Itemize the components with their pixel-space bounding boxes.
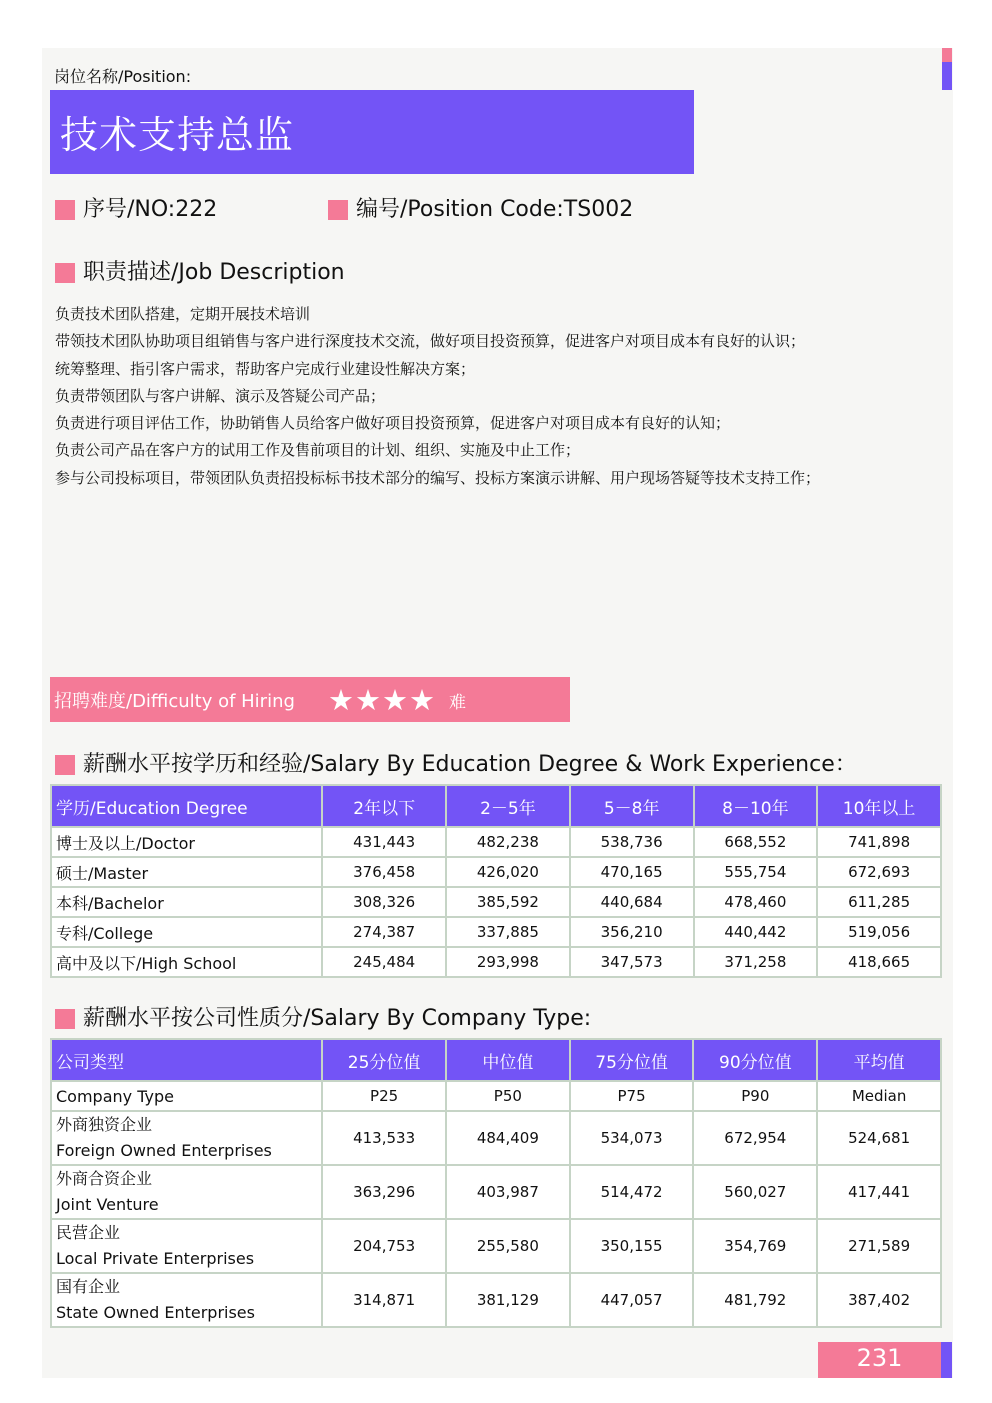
table-cell: 481,792	[693, 1273, 817, 1327]
table-cell: 413,533	[322, 1111, 446, 1165]
page-number: 231	[856, 1344, 903, 1372]
table-row	[51, 1111, 941, 1165]
job-description-list	[55, 301, 820, 492]
table-cell: 硕士/Master	[51, 857, 322, 887]
table-cell: P25	[322, 1081, 446, 1111]
table-header-cell: 5－8年	[570, 785, 694, 827]
table-cell: 274,387	[322, 917, 446, 947]
table-cell: 672,693	[817, 857, 941, 887]
table-cell: 293,998	[446, 947, 570, 977]
job-description-line: 负责技术团队搭建，定期开展技术培训	[55, 305, 311, 323]
table-cell: 308,326	[322, 887, 446, 917]
table-row	[51, 1273, 941, 1327]
table-row	[51, 1219, 941, 1273]
table-cell: Company Type	[51, 1081, 322, 1111]
pink-square-icon	[328, 200, 348, 220]
education-salary-heading-text: 薪酬水平按学历和经验/Salary By Education Degree & Work Experience：	[83, 752, 857, 777]
table-header-cell: 中位值	[446, 1039, 570, 1081]
table-header-cell: 平均值	[817, 1039, 941, 1081]
company-type-en: Joint Venture	[56, 1195, 159, 1214]
page-title: 技术支持总监	[60, 113, 295, 157]
job-description-line: 负责带领团队与客户讲解、演示及答疑公司产品；	[55, 386, 386, 405]
table-header-cell: 学历/Education Degree	[51, 785, 322, 827]
table-cell: 271,589	[817, 1219, 941, 1273]
difficulty-text: 难	[449, 693, 466, 713]
table-cell: 255,580	[446, 1219, 570, 1273]
company-salary-heading	[55, 1001, 591, 1032]
table-cell: 371,258	[694, 947, 818, 977]
serial-number	[55, 192, 217, 223]
table-cell: 482,238	[446, 827, 570, 857]
job-description-line: 统筹整理、指引客户需求，帮助客户完成行业建设性解决方案；	[55, 359, 476, 378]
table-cell: 418,665	[817, 947, 941, 977]
table-cell: 478,460	[694, 887, 818, 917]
table-cell: 363,296	[322, 1165, 446, 1219]
table-cell: 560,027	[693, 1165, 817, 1219]
table-cell	[51, 1165, 322, 1219]
table-cell: 534,073	[570, 1111, 694, 1165]
job-description-heading-text: 职责描述/Job Description	[83, 260, 345, 285]
table-row	[51, 1165, 941, 1219]
table-cell: 本科/Bachelor	[51, 887, 322, 917]
table-cell: 381,129	[446, 1273, 570, 1327]
table-cell: 403,987	[446, 1165, 570, 1219]
difficulty-label: 招聘难度/Difficulty of Hiring	[54, 691, 295, 712]
table-header-row	[51, 785, 941, 827]
pink-square-icon	[55, 1009, 75, 1029]
table-cell: 337,885	[446, 917, 570, 947]
table-header-cell: 公司类型	[51, 1039, 322, 1081]
table-cell: 356,210	[570, 917, 694, 947]
table-row	[51, 947, 941, 977]
table-cell: 431,443	[322, 827, 446, 857]
table-cell: 高中及以下/High School	[51, 947, 322, 977]
table-header-cell: 90分位值	[693, 1039, 817, 1081]
table-cell: 426,020	[446, 857, 570, 887]
page-number-accent	[941, 1342, 952, 1378]
table-row	[51, 827, 941, 857]
table-row	[51, 857, 941, 887]
table-cell	[51, 1273, 322, 1327]
table-header-cell: 10年以上	[817, 785, 941, 827]
pink-square-icon	[55, 263, 75, 283]
table-cell: 204,753	[322, 1219, 446, 1273]
table-header-cell: 8－10年	[694, 785, 818, 827]
education-salary-heading	[55, 747, 857, 778]
job-description-heading	[55, 255, 345, 286]
table-cell: 555,754	[694, 857, 818, 887]
table-cell: 741,898	[817, 827, 941, 857]
table-cell: 611,285	[817, 887, 941, 917]
table-cell: 484,409	[446, 1111, 570, 1165]
table-header-cell: 2－5年	[446, 785, 570, 827]
company-type-en: State Owned Enterprises	[56, 1303, 255, 1322]
job-description-line: 负责公司产品在客户方的试用工作及售前项目的计划、组织、实施及中止工作；	[55, 441, 581, 460]
corner-purple-accent	[942, 62, 952, 90]
job-description-line: 参与公司投标项目，带领团队负责招投标标书技术部分的编写、投标方案演示讲解、用户现场答疑等技术支持工作；	[55, 468, 821, 487]
company-salary-table	[50, 1038, 942, 1328]
table-cell: Median	[817, 1081, 941, 1111]
table-cell: 314,871	[322, 1273, 446, 1327]
table-cell: 347,573	[570, 947, 694, 977]
table-cell: 668,552	[694, 827, 818, 857]
pink-square-icon	[55, 755, 75, 775]
table-cell: 519,056	[817, 917, 941, 947]
table-row	[51, 887, 941, 917]
table-cell: 385,592	[446, 887, 570, 917]
company-type-cn: 国有企业	[56, 1277, 121, 1296]
table-header-cell: 75分位值	[570, 1039, 694, 1081]
position-code	[328, 192, 633, 223]
company-type-en: Local Private Enterprises	[56, 1249, 255, 1268]
position-code-text: 编号/Position Code:TS002	[356, 197, 634, 222]
table-cell: 354,769	[693, 1219, 817, 1273]
table-cell	[51, 1219, 322, 1273]
star-rating-icon: ★★★★	[328, 683, 436, 717]
table-cell: 672,954	[693, 1111, 817, 1165]
table-cell: P75	[570, 1081, 694, 1111]
position-label: 岗位名称/Position:	[54, 67, 192, 86]
table-header-cell: 25分位值	[322, 1039, 446, 1081]
table-cell: 387,402	[817, 1273, 941, 1327]
company-type-cn: 外商合资企业	[56, 1169, 153, 1188]
corner-pink-accent	[942, 48, 952, 62]
table-subheader-row	[51, 1081, 941, 1111]
table-cell: 专科/College	[51, 917, 322, 947]
company-type-cn: 民营企业	[56, 1223, 121, 1242]
table-cell: 538,736	[570, 827, 694, 857]
table-cell	[51, 1111, 322, 1165]
table-cell: P50	[446, 1081, 570, 1111]
company-type-cn: 外商独资企业	[56, 1115, 153, 1134]
table-cell: 博士及以上/Doctor	[51, 827, 322, 857]
table-cell: 376,458	[322, 857, 446, 887]
company-type-en: Foreign Owned Enterprises	[56, 1141, 272, 1160]
table-cell: 470,165	[570, 857, 694, 887]
table-cell: 524,681	[817, 1111, 941, 1165]
table-row	[51, 917, 941, 947]
table-cell: 417,441	[817, 1165, 941, 1219]
table-header-cell: 2年以下	[322, 785, 446, 827]
table-header-row	[51, 1039, 941, 1081]
table-cell: 514,472	[570, 1165, 694, 1219]
table-cell: 245,484	[322, 947, 446, 977]
table-cell: 440,442	[694, 917, 818, 947]
job-description-line: 负责进行项目评估工作，协助销售人员给客户做好项目投资预算，促进客户对项目成本有良好的认知；	[55, 414, 731, 433]
table-cell: P90	[693, 1081, 817, 1111]
job-description-line: 带领技术团队协助项目组销售与客户进行深度技术交流，做好项目投资预算，促进客户对项目成本有良好的认识；	[55, 332, 806, 351]
table-cell: 350,155	[570, 1219, 694, 1273]
pink-square-icon	[55, 200, 75, 220]
company-salary-heading-text: 薪酬水平按公司性质分/Salary By Company Type:	[83, 1006, 592, 1031]
education-salary-table	[50, 784, 942, 978]
table-cell: 440,684	[570, 887, 694, 917]
serial-number-text: 序号/NO:222	[83, 197, 218, 222]
table-cell: 447,057	[570, 1273, 694, 1327]
